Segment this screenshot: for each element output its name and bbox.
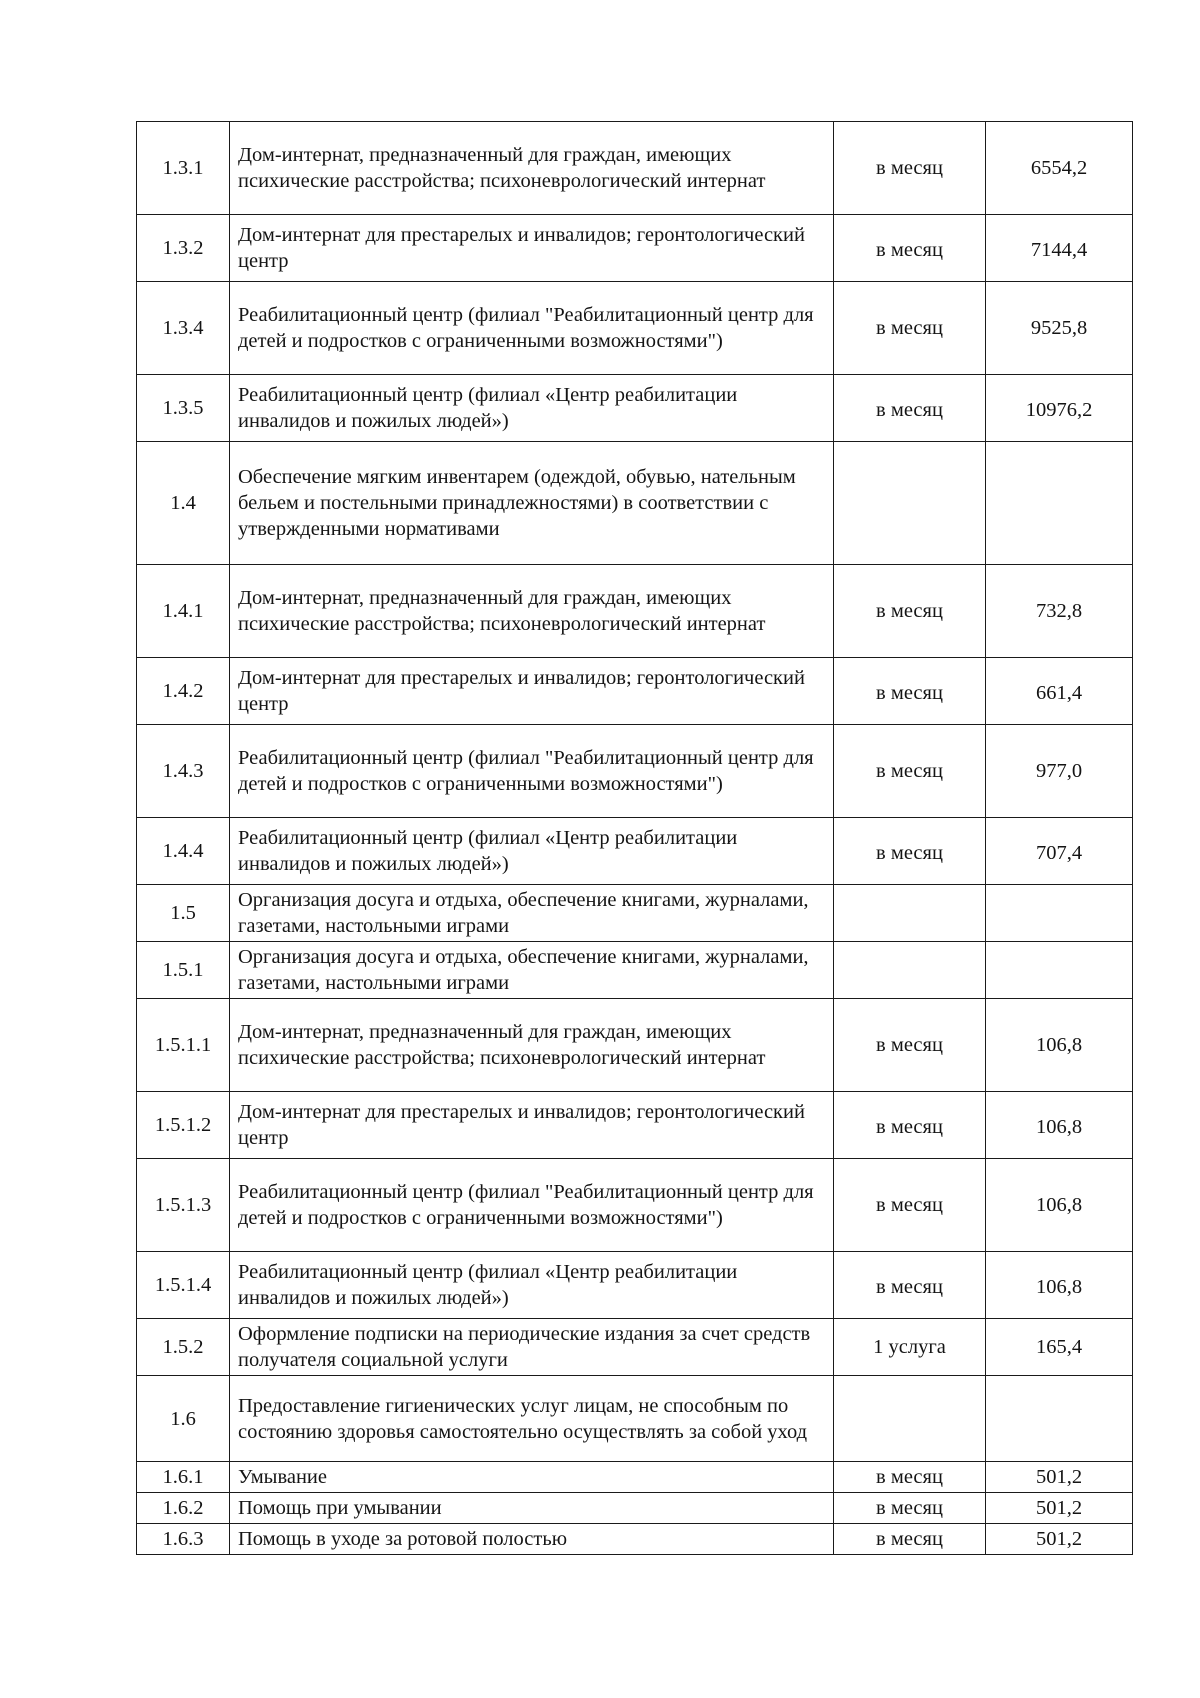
service-name: Дом-интернат для престарелых и инвалидов; геронтологический центр [230, 1092, 834, 1159]
tariff-value: 106,8 [986, 1159, 1133, 1252]
unit-of-measure: в месяц [834, 215, 986, 282]
tariff-value: 501,2 [986, 1524, 1133, 1555]
row-number: 1.5.2 [137, 1319, 230, 1376]
tariff-value: 10976,2 [986, 375, 1133, 442]
table-row [137, 1524, 1133, 1555]
table-row [137, 885, 1133, 942]
unit-of-measure [834, 1376, 986, 1462]
tariff-value: 732,8 [986, 565, 1133, 658]
unit-of-measure: в месяц [834, 658, 986, 725]
service-name: Предоставление гигиенических услуг лицам, не способным по состоянию здоровья самостоятельно осуществлять за собой уход [230, 1376, 834, 1462]
table-row [137, 818, 1133, 885]
unit-of-measure [834, 942, 986, 999]
table-row [137, 1462, 1133, 1493]
table-row [137, 565, 1133, 658]
unit-of-measure [834, 885, 986, 942]
row-number: 1.6.1 [137, 1462, 230, 1493]
row-number: 1.4 [137, 442, 230, 565]
row-number: 1.6.3 [137, 1524, 230, 1555]
service-name: Реабилитационный центр (филиал "Реабилитационный центр для детей и подростков с ограниченными возможностями") [230, 725, 834, 818]
table-row [137, 725, 1133, 818]
tariff-value [986, 942, 1133, 999]
unit-of-measure: в месяц [834, 282, 986, 375]
service-name: Реабилитационный центр (филиал "Реабилитационный центр для детей и подростков с ограниченными возможностями") [230, 282, 834, 375]
service-name: Реабилитационный центр (филиал «Центр реабилитации инвалидов и пожилых людей») [230, 375, 834, 442]
tariff-table [136, 121, 1133, 1555]
tariff-value: 165,4 [986, 1319, 1133, 1376]
table-row [137, 375, 1133, 442]
row-number: 1.4.2 [137, 658, 230, 725]
unit-of-measure: в месяц [834, 122, 986, 215]
unit-of-measure: 1 услуга [834, 1319, 986, 1376]
unit-of-measure: в месяц [834, 1493, 986, 1524]
row-number: 1.5.1.1 [137, 999, 230, 1092]
row-number: 1.5.1 [137, 942, 230, 999]
service-name: Умывание [230, 1462, 834, 1493]
service-name: Дом-интернат для престарелых и инвалидов; геронтологический центр [230, 215, 834, 282]
row-number: 1.5 [137, 885, 230, 942]
service-name: Дом-интернат для престарелых и инвалидов; геронтологический центр [230, 658, 834, 725]
table-row [137, 442, 1133, 565]
unit-of-measure: в месяц [834, 1252, 986, 1319]
service-name: Реабилитационный центр (филиал «Центр реабилитации инвалидов и пожилых людей») [230, 818, 834, 885]
service-name: Обеспечение мягким инвентарем (одеждой, обувью, нательным бельем и постельными принадлежностями) в соответствии с утвержденными нормативами [230, 442, 834, 565]
table-row [137, 215, 1133, 282]
tariff-value: 7144,4 [986, 215, 1133, 282]
row-number: 1.5.1.3 [137, 1159, 230, 1252]
table-row [137, 282, 1133, 375]
service-name: Реабилитационный центр (филиал "Реабилитационный центр для детей и подростков с ограниченными возможностями") [230, 1159, 834, 1252]
unit-of-measure: в месяц [834, 1159, 986, 1252]
tariff-value: 501,2 [986, 1493, 1133, 1524]
unit-of-measure: в месяц [834, 818, 986, 885]
row-number: 1.5.1.4 [137, 1252, 230, 1319]
service-name: Помощь при умывании [230, 1493, 834, 1524]
row-number: 1.5.1.2 [137, 1092, 230, 1159]
service-name: Организация досуга и отдыха, обеспечение книгами, журналами, газетами, настольными играми [230, 885, 834, 942]
table-row [137, 1092, 1133, 1159]
unit-of-measure: в месяц [834, 1092, 986, 1159]
service-name: Оформление подписки на периодические издания за счет средств получателя социальной услуги [230, 1319, 834, 1376]
row-number: 1.3.1 [137, 122, 230, 215]
service-name: Помощь в уходе за ротовой полостью [230, 1524, 834, 1555]
tariff-value [986, 885, 1133, 942]
table-row [137, 1376, 1133, 1462]
service-name: Дом-интернат, предназначенный для граждан, имеющих психические расстройства; психоневрологический интернат [230, 999, 834, 1092]
tariff-value: 707,4 [986, 818, 1133, 885]
tariff-value: 661,4 [986, 658, 1133, 725]
tariff-value: 106,8 [986, 1252, 1133, 1319]
tariff-value: 106,8 [986, 1092, 1133, 1159]
unit-of-measure: в месяц [834, 1462, 986, 1493]
table-row [137, 658, 1133, 725]
table-row [137, 999, 1133, 1092]
table-row [137, 942, 1133, 999]
unit-of-measure: в месяц [834, 725, 986, 818]
unit-of-measure [834, 442, 986, 565]
tariff-value [986, 1376, 1133, 1462]
table-row [137, 1159, 1133, 1252]
service-name: Дом-интернат, предназначенный для граждан, имеющих психические расстройства; психоневрологический интернат [230, 122, 834, 215]
tariff-value: 9525,8 [986, 282, 1133, 375]
unit-of-measure: в месяц [834, 1524, 986, 1555]
row-number: 1.4.3 [137, 725, 230, 818]
row-number: 1.4.1 [137, 565, 230, 658]
service-name: Организация досуга и отдыха, обеспечение книгами, журналами, газетами, настольными играми [230, 942, 834, 999]
tariff-value: 977,0 [986, 725, 1133, 818]
table-row [137, 1493, 1133, 1524]
table-row [137, 1319, 1133, 1376]
tariff-value [986, 442, 1133, 565]
service-name: Реабилитационный центр (филиал «Центр реабилитации инвалидов и пожилых людей») [230, 1252, 834, 1319]
service-name: Дом-интернат, предназначенный для граждан, имеющих психические расстройства; психоневрологический интернат [230, 565, 834, 658]
tariff-value: 6554,2 [986, 122, 1133, 215]
row-number: 1.6 [137, 1376, 230, 1462]
tariff-value: 106,8 [986, 999, 1133, 1092]
unit-of-measure: в месяц [834, 999, 986, 1092]
row-number: 1.3.5 [137, 375, 230, 442]
row-number: 1.6.2 [137, 1493, 230, 1524]
unit-of-measure: в месяц [834, 375, 986, 442]
tariff-value: 501,2 [986, 1462, 1133, 1493]
row-number: 1.4.4 [137, 818, 230, 885]
unit-of-measure: в месяц [834, 565, 986, 658]
row-number: 1.3.2 [137, 215, 230, 282]
table-row [137, 122, 1133, 215]
row-number: 1.3.4 [137, 282, 230, 375]
table-row [137, 1252, 1133, 1319]
